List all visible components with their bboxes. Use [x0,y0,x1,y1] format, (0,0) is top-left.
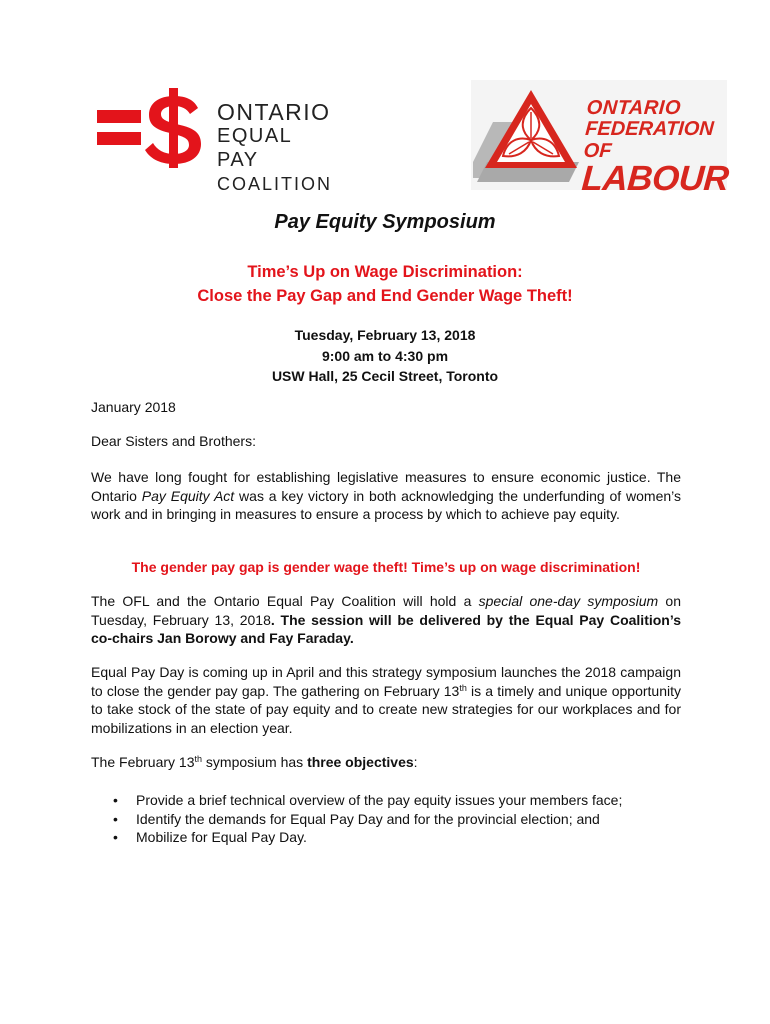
ontario-federation-of-labour-logo [471,80,730,198]
p4-superscript: th [194,754,203,764]
p3-superscript: th [459,682,467,693]
bullet-icon: • [113,792,118,808]
bullet-icon: • [113,810,118,827]
ofl-wordmark [581,98,735,196]
ofl-line2: FEDERATION OF [582,118,715,162]
p4-bold: three objectives [307,754,414,770]
list-item [91,828,681,847]
equals-dollar-icon [97,88,209,168]
p1-text-a: We have long fought for establishing legislative measures to ensure economic justice. The Ontario [91,469,681,504]
objective-text: Identify the demands for Equal Pay Day and for the provincial election; and [136,810,600,827]
objective-text: Mobilize for Equal Pay Day. [136,829,307,845]
p4-text-a: The February 13 [91,754,195,770]
document-subtitle [0,260,770,308]
p2-text-a: The OFL and the Ontario Equal Pay Coalition will hold a [91,593,479,609]
ofl-line3: LABOUR [580,159,730,198]
p3-text-b: is a timely and unique opportunity to take stock of the state of pay equity and to create new strategies for our workplaces and for mobilizations in an election year. [91,682,681,736]
p2-bold: . The session will be delivered by the Equal Pay Coalition’s co-chairs Jan Borowy and Fay Faraday. [91,611,682,646]
trillium-icon [473,82,585,190]
p4-text-b: symposium has [202,754,308,770]
list-item [91,810,681,829]
paragraph-objectives-intro [91,753,681,772]
bullet-icon: • [113,829,118,845]
list-item [91,791,681,810]
p2-text-b: on Tuesday, February 13, 2018 [91,593,681,628]
subtitle-line2: Close the Pay Gap and End Gender Wage Theft! [197,287,573,305]
paragraph-symposium [91,592,681,648]
paragraph-equal-pay-day [91,663,681,737]
subtitle-line1: Time’s Up on Wage Discrimination: [247,263,523,281]
oepc-wordmark [217,100,337,196]
event-details [0,325,770,387]
ontario-equal-pay-coalition-logo [97,88,337,194]
objectives-list [91,791,681,847]
oepc-line3: COALITION [217,174,333,194]
p2-emphasis: special one-day symposium [478,593,659,609]
pay-equity-act: Pay Equity Act [141,487,235,504]
p3-text-a: Equal Pay Day is coming up in April and this strategy symposium launches the 2018 campaign to close the gender pay gap. The gathering on February 13 [91,664,681,699]
letter-date: January 2018 [91,399,176,415]
event-location: USW Hall, 25 Cecil Street, Toronto [271,368,499,384]
event-date: Tuesday, February 13, 2018 [294,327,476,343]
p4-text-c: : [413,754,418,770]
oepc-line1: ONTARIO [217,99,331,125]
ofl-line1: ONTARIO [585,97,682,119]
p1-text-b: was a key victory in both acknowledging the underfunding of women’s work and in bringing in measures to ensure a process by which to achieve pay equity. [91,487,681,522]
oepc-line2: EQUAL PAY [217,125,292,171]
paragraph-intro [91,468,681,524]
highlight-statement: The gender pay gap is gender wage theft! Time’s up on wage discrimination! [131,559,641,575]
letter-salutation: Dear Sisters and Brothers: [91,433,256,449]
event-time: 9:00 am to 4:30 pm [321,347,449,364]
document-title: Pay Equity Symposium [274,211,496,233]
objective-text: Provide a brief technical overview of the pay equity issues your members face; [136,792,623,808]
